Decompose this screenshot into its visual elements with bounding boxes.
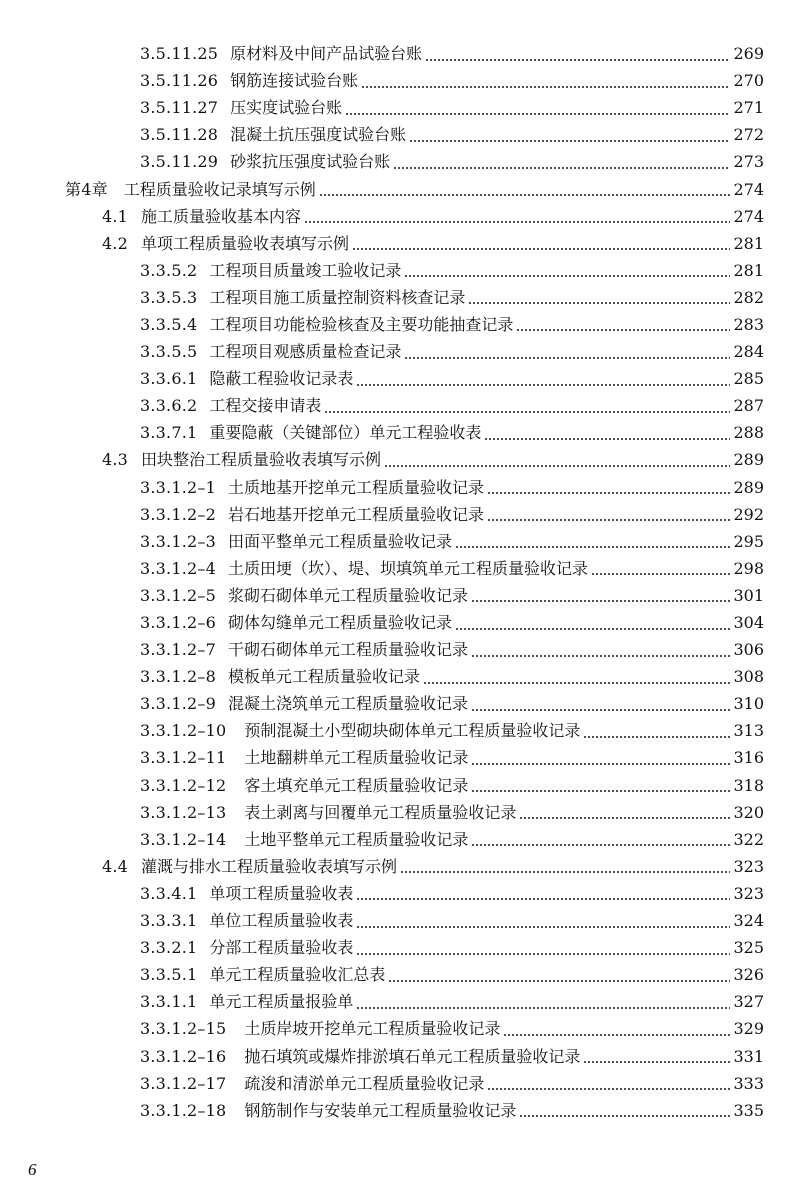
toc-entry[interactable] bbox=[0, 446, 790, 473]
toc-entry-page: 283 bbox=[733, 314, 764, 334]
toc-entry-title: 土质地基开挖单元工程质量验收记录 bbox=[227, 477, 484, 497]
toc-entry[interactable] bbox=[0, 392, 790, 419]
toc-entry-page: 269 bbox=[733, 44, 764, 64]
toc-entry-title: 土地平整单元工程质量验收记录 bbox=[244, 829, 469, 849]
toc-entry-page: 289 bbox=[733, 450, 764, 470]
toc-entry-page: 335 bbox=[733, 1100, 764, 1120]
toc-entry-page: 272 bbox=[733, 125, 764, 145]
toc-entry-number: 3.3.1.2–12 bbox=[140, 775, 227, 795]
toc-entry-title: 模板单元工程质量验收记录 bbox=[227, 667, 420, 687]
toc-entry-number: 3.3.1.2–16 bbox=[140, 1046, 227, 1066]
toc-entry-number: 3.3.5.2 bbox=[140, 260, 198, 280]
toc-entry[interactable] bbox=[0, 365, 790, 392]
toc-entry-page: 304 bbox=[733, 613, 764, 633]
toc-entry[interactable] bbox=[0, 582, 790, 609]
toc-entry-page: 324 bbox=[733, 911, 764, 931]
toc-entry-title: 工程项目观感质量检查记录 bbox=[209, 342, 402, 362]
toc-entry[interactable] bbox=[0, 338, 790, 365]
dot-leader bbox=[393, 154, 730, 170]
toc-entry-title: 砂浆抗压强度试验台账 bbox=[230, 152, 391, 172]
dot-leader bbox=[384, 452, 730, 468]
toc-entry-page: 282 bbox=[733, 287, 764, 307]
toc-entry-page: 273 bbox=[733, 152, 764, 172]
toc-entry-title: 工程交接申请表 bbox=[209, 396, 322, 416]
toc-entry-number: 3.3.1.2–2 bbox=[140, 504, 216, 524]
toc-entry[interactable] bbox=[0, 961, 790, 988]
toc-entry-page: 308 bbox=[733, 667, 764, 687]
toc-entry-number: 3.3.1.2–10 bbox=[140, 721, 227, 741]
toc-entry-title: 抛石填筑或爆炸排淤填石单元工程质量验收记录 bbox=[244, 1046, 581, 1066]
toc-entry-title: 田块整治工程质量验收表填写示例 bbox=[141, 450, 382, 470]
toc-entry-page: 288 bbox=[733, 423, 764, 443]
toc-entry-page: 271 bbox=[733, 98, 764, 118]
toc-entry-number: 3.3.3.1 bbox=[140, 911, 198, 931]
toc-entry-page: 274 bbox=[733, 206, 764, 226]
toc-entry-number: 3.3.1.2–4 bbox=[140, 558, 216, 578]
toc-entry-page: 331 bbox=[733, 1046, 764, 1066]
toc-entry-title: 施工质量验收基本内容 bbox=[141, 206, 302, 226]
toc-entry[interactable] bbox=[0, 1070, 790, 1097]
toc-entry-number: 3.5.11.26 bbox=[140, 71, 219, 91]
dot-leader bbox=[345, 100, 730, 116]
toc-entry-title: 钢筋连接试验台账 bbox=[230, 71, 359, 91]
toc-entry[interactable] bbox=[0, 772, 790, 799]
toc-entry[interactable] bbox=[0, 311, 790, 338]
toc-entry-number: 3.3.1.2–3 bbox=[140, 531, 216, 551]
toc-entry[interactable] bbox=[0, 94, 790, 121]
toc-entry-number: 3.3.7.1 bbox=[140, 423, 198, 443]
toc-entry-page: 320 bbox=[733, 802, 764, 822]
toc-entry-number: 3.3.1.2–8 bbox=[140, 667, 216, 687]
dot-leader bbox=[356, 371, 730, 387]
dot-leader bbox=[404, 344, 730, 360]
toc-entry-number: 3.3.1.2–5 bbox=[140, 585, 216, 605]
toc-entry-page: 270 bbox=[733, 71, 764, 91]
toc-entry-title: 预制混凝土小型砌块砌体单元工程质量验收记录 bbox=[244, 721, 581, 741]
toc-entry[interactable] bbox=[0, 230, 790, 257]
toc-entry-page: 333 bbox=[733, 1073, 764, 1093]
toc-entry-number: 3.3.1.2–17 bbox=[140, 1073, 227, 1093]
toc-entry-number: 3.3.1.2–18 bbox=[140, 1100, 227, 1120]
dot-leader bbox=[423, 669, 730, 685]
dot-leader bbox=[591, 560, 730, 576]
dot-leader bbox=[425, 46, 730, 62]
toc-entry-title: 混凝土抗压强度试验台账 bbox=[230, 125, 407, 145]
toc-entry[interactable] bbox=[0, 934, 790, 961]
dot-leader bbox=[304, 208, 730, 224]
toc-entry-title: 疏浚和清淤单元工程质量验收记录 bbox=[244, 1073, 485, 1093]
toc-entry-title: 砌体勾缝单元工程质量验收记录 bbox=[227, 613, 452, 633]
toc-entry-page: 310 bbox=[733, 694, 764, 714]
dot-leader bbox=[324, 398, 730, 414]
toc-entry-title: 工程质量验收记录填写示例 bbox=[123, 179, 316, 199]
toc-entry-title: 原材料及中间产品试验台账 bbox=[230, 44, 423, 64]
table-of-contents bbox=[0, 40, 790, 1124]
toc-entry-title: 土地翻耕单元工程质量验收记录 bbox=[244, 748, 469, 768]
toc-entry-page: 287 bbox=[733, 396, 764, 416]
page-number: 6 bbox=[28, 1160, 37, 1179]
dot-leader bbox=[487, 506, 730, 522]
toc-entry-page: 329 bbox=[733, 1019, 764, 1039]
toc-entry-page: 306 bbox=[733, 640, 764, 660]
toc-entry-number: 3.5.11.28 bbox=[140, 125, 219, 145]
toc-entry[interactable] bbox=[0, 690, 790, 717]
dot-leader bbox=[468, 289, 730, 305]
toc-entry-page: 285 bbox=[733, 369, 764, 389]
toc-entry-page: 289 bbox=[733, 477, 764, 497]
dot-leader bbox=[471, 696, 730, 712]
toc-entry-number: 3.3.1.2–14 bbox=[140, 829, 227, 849]
toc-entry[interactable] bbox=[0, 1042, 790, 1069]
toc-entry-title: 单元工程质量验收汇总表 bbox=[209, 965, 386, 985]
toc-entry-number: 3.3.5.1 bbox=[140, 965, 198, 985]
toc-entry[interactable] bbox=[0, 1097, 790, 1124]
toc-entry[interactable] bbox=[0, 853, 790, 880]
toc-entry-page: 298 bbox=[733, 558, 764, 578]
toc-entry-title: 混凝土浇筑单元工程质量验收记录 bbox=[227, 694, 468, 714]
toc-entry-title: 工程项目质量竣工验收记录 bbox=[209, 260, 402, 280]
dot-leader bbox=[455, 533, 730, 549]
toc-entry[interactable] bbox=[0, 121, 790, 148]
toc-entry-page: 325 bbox=[733, 938, 764, 958]
toc-entry-page: 326 bbox=[733, 965, 764, 985]
toc-entry-title: 田面平整单元工程质量验收记录 bbox=[227, 531, 452, 551]
toc-entry-page: 318 bbox=[733, 775, 764, 795]
toc-entry-number: 3.3.6.1 bbox=[140, 369, 198, 389]
toc-entry[interactable] bbox=[0, 419, 790, 446]
toc-entry-title: 浆砌石砌体单元工程质量验收记录 bbox=[227, 585, 468, 605]
toc-entry[interactable] bbox=[0, 988, 790, 1015]
toc-entry-title: 分部工程质量验收表 bbox=[209, 938, 354, 958]
toc-entry-title: 土质田埂（坎）、堤、坝填筑单元工程质量验收记录 bbox=[227, 558, 588, 578]
dot-leader bbox=[356, 913, 730, 929]
toc-entry-page: 327 bbox=[733, 992, 764, 1012]
toc-entry-number: 3.3.4.1 bbox=[140, 883, 198, 903]
toc-entry-number: 3.3.1.2–9 bbox=[140, 694, 216, 714]
toc-entry-number: 4.2 bbox=[102, 233, 129, 253]
dot-leader bbox=[471, 642, 730, 658]
toc-entry-title: 单项工程质量验收表 bbox=[209, 883, 354, 903]
toc-entry-number: 3.5.11.27 bbox=[140, 98, 219, 118]
toc-entry-number: 4.3 bbox=[102, 450, 129, 470]
dot-leader bbox=[404, 262, 730, 278]
toc-entry-page: 323 bbox=[733, 883, 764, 903]
toc-entry[interactable] bbox=[0, 257, 790, 284]
toc-entry-page: 301 bbox=[733, 585, 764, 605]
dot-leader bbox=[361, 73, 730, 89]
toc-entry[interactable] bbox=[0, 1015, 790, 1042]
toc-entry[interactable] bbox=[0, 175, 790, 202]
toc-entry-page: 295 bbox=[733, 531, 764, 551]
toc-entry[interactable] bbox=[0, 148, 790, 175]
toc-entry-number: 3.3.1.2–1 bbox=[140, 477, 216, 497]
toc-entry-title: 岩石地基开挖单元工程质量验收记录 bbox=[227, 504, 484, 524]
toc-entry-title: 干砌石砌体单元工程质量验收记录 bbox=[227, 640, 468, 660]
toc-entry[interactable] bbox=[0, 880, 790, 907]
toc-entry[interactable] bbox=[0, 40, 790, 67]
toc-entry-number: 3.3.6.2 bbox=[140, 396, 198, 416]
dot-leader bbox=[484, 425, 730, 441]
toc-entry-number: 3.5.11.25 bbox=[140, 44, 219, 64]
toc-entry-title: 工程项目施工质量控制资料核查记录 bbox=[209, 287, 466, 307]
toc-entry[interactable] bbox=[0, 744, 790, 771]
toc-entry-page: 281 bbox=[733, 233, 764, 253]
toc-entry[interactable] bbox=[0, 609, 790, 636]
toc-entry-title: 表土剥离与回覆单元工程质量验收记录 bbox=[244, 802, 517, 822]
toc-entry-page: 281 bbox=[733, 260, 764, 280]
toc-entry-number: 3.3.1.2–6 bbox=[140, 613, 216, 633]
toc-entry[interactable] bbox=[0, 203, 790, 230]
toc-entry-title: 压实度试验台账 bbox=[230, 98, 343, 118]
dot-leader bbox=[519, 804, 730, 820]
toc-entry-number: 3.3.5.3 bbox=[140, 287, 198, 307]
toc-entry-number: 3.3.1.2–13 bbox=[140, 802, 227, 822]
dot-leader bbox=[356, 994, 730, 1010]
toc-entry-number: 3.3.1.1 bbox=[140, 992, 198, 1012]
toc-entry[interactable] bbox=[0, 799, 790, 826]
toc-entry[interactable] bbox=[0, 636, 790, 663]
toc-entry-number: 4.4 bbox=[102, 856, 129, 876]
toc-entry-page: 292 bbox=[733, 504, 764, 524]
toc-entry-page: 323 bbox=[733, 856, 764, 876]
dot-leader bbox=[487, 1075, 730, 1091]
toc-entry-title: 客土填充单元工程质量验收记录 bbox=[244, 775, 469, 795]
dot-leader bbox=[519, 1102, 730, 1118]
dot-leader bbox=[583, 1048, 730, 1064]
toc-entry[interactable] bbox=[0, 663, 790, 690]
toc-entry-number: 3.3.1.2–15 bbox=[140, 1019, 227, 1039]
toc-entry-number: 3.5.11.29 bbox=[140, 152, 219, 172]
toc-entry-title: 土质岸坡开挖单元工程质量验收记录 bbox=[244, 1019, 501, 1039]
toc-entry-title: 灌溉与排水工程质量验收表填写示例 bbox=[141, 856, 398, 876]
toc-entry-page: 274 bbox=[733, 179, 764, 199]
toc-entry-title: 钢筋制作与安装单元工程质量验收记录 bbox=[244, 1100, 517, 1120]
toc-entry-title: 单项工程质量验收表填写示例 bbox=[141, 233, 350, 253]
toc-entry-title: 单元工程质量报验单 bbox=[209, 992, 354, 1012]
dot-leader bbox=[356, 940, 730, 956]
toc-entry[interactable] bbox=[0, 67, 790, 94]
dot-leader bbox=[583, 723, 730, 739]
toc-entry-title: 单位工程质量验收表 bbox=[209, 911, 354, 931]
dot-leader bbox=[487, 479, 730, 495]
toc-entry-page: 284 bbox=[733, 342, 764, 362]
toc-entry-title: 工程项目功能检验核查及主要功能抽查记录 bbox=[209, 314, 514, 334]
dot-leader bbox=[471, 587, 730, 603]
toc-entry[interactable] bbox=[0, 501, 790, 528]
toc-entry[interactable] bbox=[0, 826, 790, 853]
toc-entry-number: 第4章 bbox=[65, 179, 108, 199]
toc-entry-number: 3.3.1.2–11 bbox=[140, 748, 227, 768]
toc-entry[interactable] bbox=[0, 284, 790, 311]
dot-leader bbox=[409, 127, 730, 143]
toc-entry[interactable] bbox=[0, 717, 790, 744]
dot-leader bbox=[455, 615, 730, 631]
dot-leader bbox=[356, 885, 730, 901]
dot-leader bbox=[503, 1021, 730, 1037]
toc-entry-number: 4.1 bbox=[102, 206, 129, 226]
toc-entry-title: 重要隐蔽（关键部位）单元工程验收表 bbox=[209, 423, 482, 443]
toc-entry-number: 3.3.1.2–7 bbox=[140, 640, 216, 660]
toc-entry-page: 313 bbox=[733, 721, 764, 741]
toc-entry[interactable] bbox=[0, 474, 790, 501]
dot-leader bbox=[388, 967, 730, 983]
toc-entry-number: 3.3.5.4 bbox=[140, 314, 198, 334]
dot-leader bbox=[352, 235, 730, 251]
toc-entry[interactable] bbox=[0, 907, 790, 934]
dot-leader bbox=[516, 316, 730, 332]
toc-entry-page: 322 bbox=[733, 829, 764, 849]
dot-leader bbox=[471, 777, 730, 793]
toc-entry[interactable] bbox=[0, 528, 790, 555]
toc-entry[interactable] bbox=[0, 555, 790, 582]
dot-leader bbox=[319, 181, 731, 197]
toc-entry-page: 316 bbox=[733, 748, 764, 768]
dot-leader bbox=[471, 831, 730, 847]
toc-entry-number: 3.3.2.1 bbox=[140, 938, 198, 958]
dot-leader bbox=[471, 750, 730, 766]
toc-entry-number: 3.3.5.5 bbox=[140, 342, 198, 362]
toc-entry-title: 隐蔽工程验收记录表 bbox=[209, 369, 354, 389]
dot-leader bbox=[400, 858, 730, 874]
